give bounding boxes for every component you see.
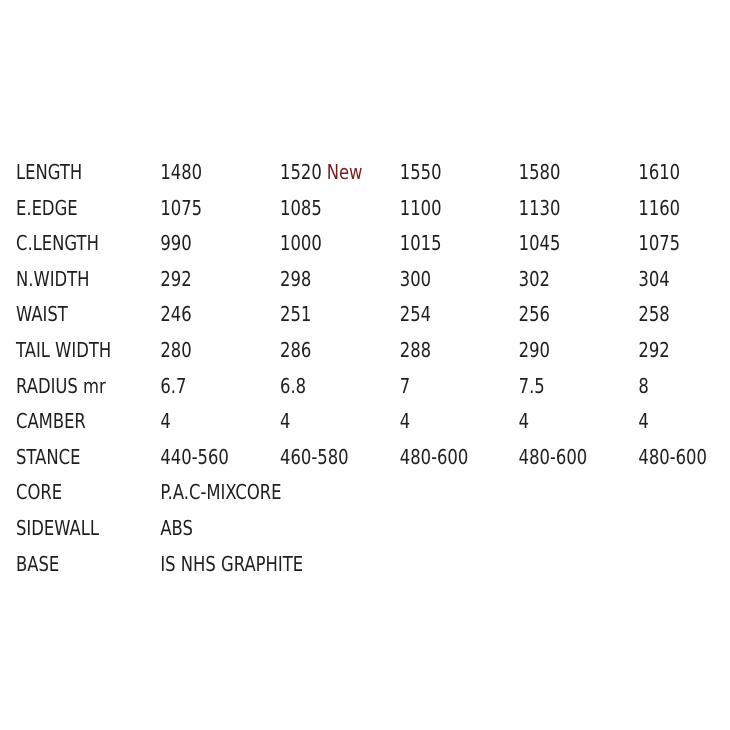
spec-value: 1610 bbox=[638, 160, 681, 184]
row-label: E.EDGE bbox=[16, 195, 78, 220]
spec-value: 1075 bbox=[160, 195, 203, 220]
spec-value: 300 bbox=[399, 266, 432, 291]
row-label: SIDEWALL bbox=[16, 515, 100, 540]
row-label: TAIL WIDTH bbox=[16, 337, 112, 362]
spec-value: 246 bbox=[160, 302, 192, 327]
spec-value: 1550 bbox=[399, 160, 442, 184]
spec-value: 4 bbox=[280, 409, 291, 434]
spec-value: 256 bbox=[518, 302, 550, 327]
row-label: LENGTH bbox=[16, 160, 83, 184]
spec-value: 1015 bbox=[399, 231, 442, 256]
spec-value: 1160 bbox=[638, 195, 681, 220]
spec-value: P.A.C-MIXCORE bbox=[160, 480, 282, 505]
spec-value: 292 bbox=[160, 266, 192, 291]
spec-value: 1580 bbox=[518, 160, 561, 184]
spec-value: 1480 bbox=[160, 160, 203, 184]
spec-value: 4 bbox=[638, 409, 649, 434]
spec-value: 6.7 bbox=[160, 373, 187, 398]
row-label: RADIUS mr bbox=[16, 373, 106, 398]
spec-value: 254 bbox=[399, 302, 432, 327]
spec-value: ABS bbox=[160, 515, 193, 540]
spec-value: 440-560 bbox=[160, 444, 229, 469]
row-label: C.LENGTH bbox=[16, 231, 99, 256]
spec-value: 4 bbox=[160, 409, 171, 434]
spec-value: 292 bbox=[638, 337, 670, 362]
spec-value: 304 bbox=[638, 266, 670, 291]
spec-value: 1075 bbox=[638, 231, 681, 256]
spec-value: 460-580 bbox=[280, 444, 349, 469]
spec-value: 1045 bbox=[518, 231, 561, 256]
row-label: WAIST bbox=[16, 302, 68, 327]
spec-value: 298 bbox=[280, 266, 312, 291]
spec-value: 286 bbox=[280, 337, 312, 362]
spec-value: 1130 bbox=[518, 195, 561, 220]
spec-value: 302 bbox=[518, 266, 550, 291]
new-tag: New bbox=[326, 160, 363, 184]
spec-value: 480-600 bbox=[638, 444, 707, 469]
spec-value: 480-600 bbox=[518, 444, 588, 469]
spec-value: 251 bbox=[280, 302, 312, 327]
spec-value: 7 bbox=[399, 373, 411, 398]
spec-value-with-tag bbox=[280, 155, 362, 191]
spec-value: 288 bbox=[399, 337, 432, 362]
spec-value: 8 bbox=[638, 373, 649, 398]
spec-value: IS NHS GRAPHITE bbox=[160, 551, 304, 576]
row-label: N.WIDTH bbox=[16, 266, 90, 291]
spec-value: 4 bbox=[399, 409, 411, 434]
row-label: CORE bbox=[16, 480, 63, 505]
spec-value: 1000 bbox=[280, 231, 322, 256]
spec-value: 6.8 bbox=[280, 373, 307, 398]
row-label: BASE bbox=[16, 551, 60, 576]
row-label: CAMBER bbox=[16, 409, 86, 434]
spec-value: 7.5 bbox=[518, 373, 545, 398]
spec-value: 1100 bbox=[399, 195, 442, 220]
spec-value: 1085 bbox=[280, 195, 322, 220]
row-label: STANCE bbox=[16, 444, 81, 469]
spec-value: 280 bbox=[160, 337, 192, 362]
spec-value: 990 bbox=[160, 231, 192, 256]
spec-value: 290 bbox=[518, 337, 550, 362]
spec-value: 258 bbox=[638, 302, 670, 327]
spec-value: 4 bbox=[518, 409, 530, 434]
spec-value: 1520 bbox=[280, 160, 322, 184]
spec-value: 480-600 bbox=[399, 444, 469, 469]
